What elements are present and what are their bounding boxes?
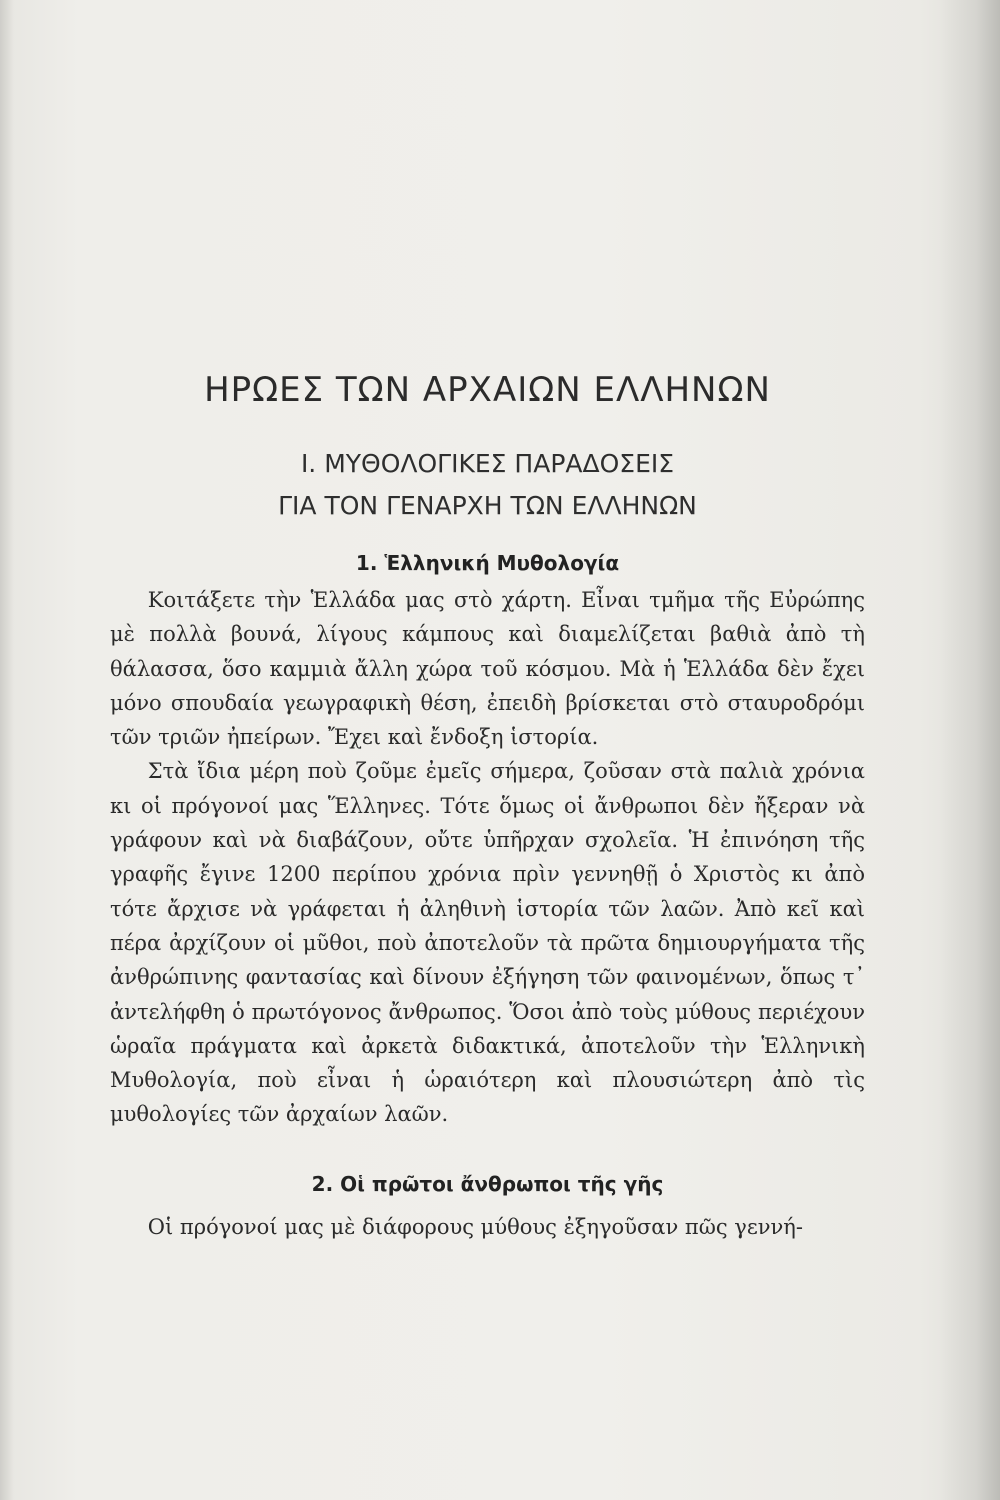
section-1-paragraph-2: Στὰ ἴδια μέρη ποὺ ζοῦμε ἐμεῖς σήμερα, ζοῦσαν στὰ παλιὰ χρόνια κι οἱ πρόγονοί μας Ἕλληνες. Τότε ὅμως οἱ ἄνθρωποι δὲν ἤξεραν νὰ γράφουν καὶ νὰ διαβάζουν, οὔτε ὑπῆρχαν σχολεῖα. Ἡ ἐπινόηση τῆς γραφῆς ἔγινε 1200 περίπου χρόνια πρὶν γεννηθῇ ὁ Χριστὸς κι ἀπὸ τότε ἄρχισε νὰ γράφεται ἡ ἀληθινὴ ἱστορία τῶν λαῶν. Ἀπὸ κεῖ καὶ πέρα ἀρχίζουν οἱ μῦθοι, ποὺ ἀποτελοῦν τὰ πρῶτα δημιουργήματα τῆς ἀνθρώπινης φαντασίας καὶ δίνουν ἐξήγηση τῶν φαινομένων, ὅπως τ᾽ ἀντελήφθη ὁ πρωτόγονος ἄνθρωπος. Ὅσοι ἀπὸ τοὺς μύθους περιέχουν ὡραῖα πράγματα καὶ ἀρκετὰ διδακτικά, ἀποτελοῦν τὴν Ἑλληνικὴ Μυθολογία, ποὺ εἶναι ἡ ὡραιότερη καὶ πλουσιώτερη ἀπὸ τὶς μυθολογίες τῶν ἀρχαίων λαῶν. xyxy=(110,759,865,1127)
page-right-shadow xyxy=(940,0,1000,1500)
chapter-heading xyxy=(110,443,865,527)
section-2-paragraph-1: Οἱ πρόγονοί μας μὲ διάφορους μύθους ἐξηγοῦσαν πῶς γεννή- xyxy=(147,1214,803,1239)
section-2-heading: 2. Οἱ πρῶτοι ἄνθρωποι τῆς γῆς xyxy=(311,1171,664,1196)
page-left-shadow xyxy=(0,0,14,1500)
page-content xyxy=(110,370,865,1244)
chapter-heading-line2: ΓΙΑ ΤΟΝ ΓΕΝΑΡΧΗ ΤΩΝ ΕΛΛΗΝΩΝ xyxy=(278,491,697,520)
chapter-heading-line1: I. ΜΥΘΟΛΟΓΙΚΕΣ ΠΑΡΑΔΟΣΕΙΣ xyxy=(300,449,675,478)
section-1-paragraph-1: Κοιτάξετε τὴν Ἑλλάδα μας στὸ χάρτη. Εἶναι τμῆμα τῆς Εὐρώπης μὲ πολλὰ βουνά, λίγους κάμπους καὶ διαμελίζεται βαθιὰ ἀπὸ τὴ θάλασσα, ὅσο καμμιὰ ἄλλη χώρα τοῦ κόσμου. Μὰ ἡ Ἑλλάδα δὲν ἔχει μόνο σπουδαία γεωγραφικὴ θέση, ἐπειδὴ βρίσκεται στὸ σταυροδρόμι τῶν τριῶν ἠπείρων. Ἔχει καὶ ἔνδοξη ἱστορία. xyxy=(110,588,865,750)
section-1-heading: 1. Ἑλληνική Μυθολογία xyxy=(355,551,620,575)
book-title: ΗΡΩΕΣ ΤΩΝ ΑΡΧΑΙΩΝ ΕΛΛΗΝΩΝ xyxy=(204,370,771,410)
